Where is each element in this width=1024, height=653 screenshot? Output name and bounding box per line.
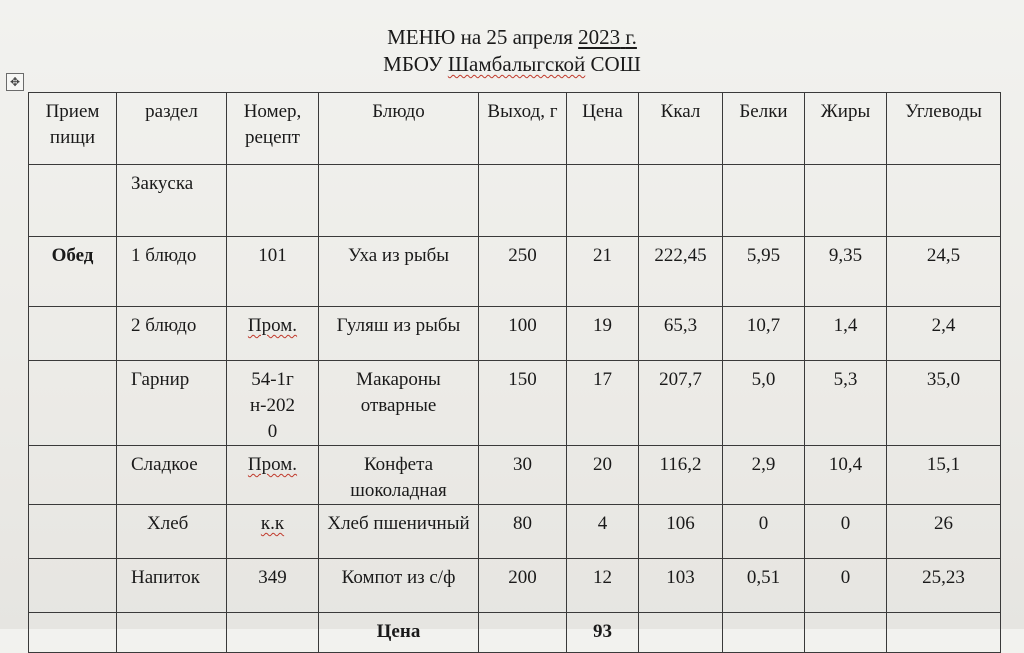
- cell-recipe: [227, 307, 319, 361]
- header-row: [29, 93, 1001, 165]
- cell-recipe: 349: [227, 559, 319, 613]
- cell-yield: 250: [479, 237, 567, 307]
- cell-protein: 0,51: [723, 559, 805, 613]
- cell-meal: [29, 361, 117, 446]
- cell-fat: 1,4: [805, 307, 887, 361]
- title-text: МЕНЮ на 25 апреля: [387, 25, 579, 49]
- table-row: [29, 165, 1001, 237]
- cell-carbs: 26: [887, 505, 1001, 559]
- cell-carbs: 2,4: [887, 307, 1001, 361]
- cell-carbs: 24,5: [887, 237, 1001, 307]
- table-row: [29, 361, 1001, 446]
- cell-kcal: 222,45: [639, 237, 723, 307]
- move-arrows-icon[interactable]: ✥: [6, 73, 24, 91]
- recipe-text: Пром.: [247, 315, 298, 336]
- school-suffix: СОШ: [585, 52, 641, 76]
- header-section: раздел: [117, 93, 227, 165]
- cell-dish: Макароны отварные: [319, 361, 479, 446]
- table-row: [29, 446, 1001, 505]
- cell-carbs: 35,0: [887, 361, 1001, 446]
- table-row: [29, 237, 1001, 307]
- cell-section: 1 блюдо: [117, 237, 227, 307]
- cell-dish: Хлеб пшеничный: [319, 505, 479, 559]
- cell-meal: [29, 307, 117, 361]
- recipe-text: к.к: [260, 513, 285, 534]
- cell-protein: 0: [723, 505, 805, 559]
- cell-price: 12: [567, 559, 639, 613]
- cell-empty: [805, 613, 887, 653]
- cell-yield: [479, 165, 567, 237]
- cell-dish: Уха из рыбы: [319, 237, 479, 307]
- cell-protein: 2,9: [723, 446, 805, 505]
- cell-price: 17: [567, 361, 639, 446]
- cell-empty: [479, 613, 567, 653]
- header-dish: Блюдо: [319, 93, 479, 165]
- cell-fat: 9,35: [805, 237, 887, 307]
- cell-kcal: 106: [639, 505, 723, 559]
- cell-meal: [29, 559, 117, 613]
- title-year: 2023: [578, 25, 621, 49]
- title-g: г.: [625, 25, 637, 49]
- header-yield: Выход, г: [479, 93, 567, 165]
- cell-price: 4: [567, 505, 639, 559]
- cell-kcal: 103: [639, 559, 723, 613]
- cell-kcal: 116,2: [639, 446, 723, 505]
- cell-empty: [117, 613, 227, 653]
- cell-section: Напиток: [117, 559, 227, 613]
- cell-section: Сладкое: [117, 446, 227, 505]
- table-row: [29, 559, 1001, 613]
- cell-recipe: [227, 446, 319, 505]
- cell-fat: [805, 165, 887, 237]
- school-title: [0, 51, 1024, 77]
- cell-section: 2 блюдо: [117, 307, 227, 361]
- total-value: 93: [567, 613, 639, 653]
- cell-empty: [723, 613, 805, 653]
- recipe-text: Пром.: [247, 454, 298, 475]
- cell-protein: 10,7: [723, 307, 805, 361]
- cell-empty: [227, 613, 319, 653]
- cell-dish: Компот из с/ф: [319, 559, 479, 613]
- cell-carbs: 15,1: [887, 446, 1001, 505]
- total-row: [29, 613, 1001, 653]
- cell-dish: [319, 165, 479, 237]
- cell-kcal: 207,7: [639, 361, 723, 446]
- header-recipe: Номер, рецепт: [227, 93, 319, 165]
- menu-title: [0, 24, 1024, 50]
- cell-price: 21: [567, 237, 639, 307]
- cell-recipe: [227, 505, 319, 559]
- header-fat: Жиры: [805, 93, 887, 165]
- cell-dish: Конфета шоколадная: [319, 446, 479, 505]
- cell-fat: 5,3: [805, 361, 887, 446]
- school-name: Шамбалыгской: [447, 52, 586, 76]
- cell-dish: Гуляш из рыбы: [319, 307, 479, 361]
- cell-yield: 30: [479, 446, 567, 505]
- header-price: Цена: [567, 93, 639, 165]
- cell-meal: [29, 446, 117, 505]
- total-label: Цена: [319, 613, 479, 653]
- menu-table: [28, 92, 1001, 653]
- header-carbs: Углеводы: [887, 93, 1001, 165]
- cell-carbs: [887, 165, 1001, 237]
- cell-price: 20: [567, 446, 639, 505]
- cell-yield: 80: [479, 505, 567, 559]
- table-row: [29, 307, 1001, 361]
- cell-yield: 100: [479, 307, 567, 361]
- cell-yield: 200: [479, 559, 567, 613]
- cell-price: [567, 165, 639, 237]
- cell-recipe: 54-1гн-2020: [227, 361, 319, 446]
- cell-empty: [887, 613, 1001, 653]
- cell-section: Гарнир: [117, 361, 227, 446]
- cell-fat: 10,4: [805, 446, 887, 505]
- cell-meal: [29, 505, 117, 559]
- cell-recipe: [227, 165, 319, 237]
- header-meal: Прием пищи: [29, 93, 117, 165]
- cell-empty: [29, 613, 117, 653]
- cell-carbs: 25,23: [887, 559, 1001, 613]
- cell-protein: 5,0: [723, 361, 805, 446]
- header-protein: Белки: [723, 93, 805, 165]
- header-kcal: Ккал: [639, 93, 723, 165]
- cell-meal: [29, 165, 117, 237]
- cell-fat: 0: [805, 505, 887, 559]
- cell-protein: [723, 165, 805, 237]
- cell-meal: Обед: [29, 237, 117, 307]
- school-prefix: МБОУ: [383, 52, 448, 76]
- cell-kcal: 65,3: [639, 307, 723, 361]
- cell-protein: 5,95: [723, 237, 805, 307]
- cell-empty: [639, 613, 723, 653]
- cell-price: 19: [567, 307, 639, 361]
- cell-fat: 0: [805, 559, 887, 613]
- cell-kcal: [639, 165, 723, 237]
- cell-section: Хлеб: [117, 505, 227, 559]
- cell-recipe: 101: [227, 237, 319, 307]
- cell-section: Закуска: [117, 165, 227, 237]
- table-row: [29, 505, 1001, 559]
- cell-yield: 150: [479, 361, 567, 446]
